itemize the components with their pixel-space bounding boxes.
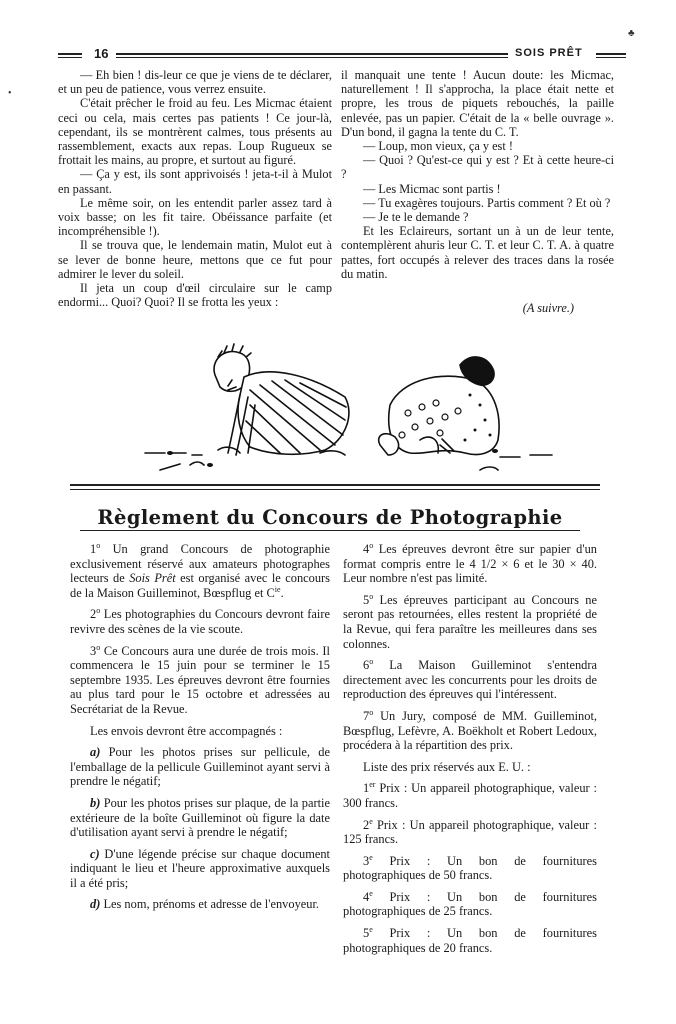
prize-number: 4 xyxy=(363,889,370,904)
item-text: Les nom, prénoms et adresse de l'envoyeur. xyxy=(103,897,320,912)
prizes-intro: Liste des prix réservés aux E. U. : xyxy=(363,759,531,774)
header-rule-middle xyxy=(116,53,508,58)
prize-text: Prix : Un bon de fournitures photographiques de 25 francs. xyxy=(343,889,597,919)
rule-number: 1 xyxy=(90,542,97,556)
ordinal: e xyxy=(369,852,373,862)
rule-2 xyxy=(70,607,330,636)
prize-text: Prix : Un appareil photographique, valeur : 125 francs. xyxy=(343,817,597,847)
prize-text: Prix : Un appareil photographique, valeur : 300 francs. xyxy=(343,781,597,810)
rules-column-right xyxy=(343,542,597,962)
rule-text: . xyxy=(280,585,284,600)
prize-text: Prix : Un bon de fournitures photographiques de 20 francs. xyxy=(343,926,597,955)
item-text: Pour les photos prises sur plaque, de la partie extérieure de la boîte Guilleminot où figure la date d'utilisation ayant servi à prendre le négatif; xyxy=(70,795,330,840)
header-rule-right xyxy=(596,53,626,58)
story-paragraph: — Les Micmac sont partis ! xyxy=(363,181,501,196)
item-letter: d) xyxy=(90,897,101,912)
rule-number: 5 xyxy=(363,592,370,607)
rule-5 xyxy=(343,593,597,651)
rule-text: est organisé avec le concours de la Maison Guilleminot, Bœspflug et C xyxy=(70,571,330,600)
item-text: Pour les photos prises sur pellicule, de l'emballage de la pellicule Guilleminot ayant servi à prendre le négatif; xyxy=(70,745,330,789)
margin-mark: • xyxy=(8,88,12,99)
rule-text: Un grand Concours de photographie exclusivement réservé aux amateurs photographes lecteurs de xyxy=(70,542,330,586)
ordinal: o xyxy=(369,591,374,601)
prize-number: 2 xyxy=(363,817,370,832)
ordinal: e xyxy=(369,888,373,898)
item-letter: a) xyxy=(90,745,101,760)
envoi-item-b xyxy=(70,796,330,840)
prize-item xyxy=(343,854,597,883)
page-number: 16 xyxy=(94,46,109,61)
rule-4 xyxy=(343,542,597,586)
story-paragraph: Il jeta un coup d'œil circulaire sur le camp endormi... Quoi? Quoi? Il se frotta les yeux : xyxy=(58,281,332,310)
rule-number: 2 xyxy=(90,607,97,622)
prize-item xyxy=(343,926,597,955)
ordinal: o xyxy=(369,657,374,667)
prize-item xyxy=(343,781,597,810)
rule-text: La Maison Guilleminot s'entendra directement avec les concurrents pour les droits de reproduction des épreuves qui l'intéressent. xyxy=(343,658,597,702)
item-letter: c) xyxy=(90,846,100,861)
rule-number: 7 xyxy=(363,708,370,723)
story-paragraph: Et les Eclaireurs, sortant un à un de leur tente, contemplèrent ahuris leur C. T. et leur C. T. A. à quatre pattes, fort occupés à relever des traces dans la rosée du matin. xyxy=(341,224,614,281)
prize-text: Prix : Un bon de fournitures photographiques de 50 francs. xyxy=(343,853,597,883)
story-paragraph: — Loup, mon vieux, ça y est ! xyxy=(363,139,513,154)
story-paragraph: — Ça y est, ils sont apprivoisés ! jeta-t-il à Mulot en passant. xyxy=(58,167,332,196)
story-paragraph: Il se trouva que, le lendemain matin, Mulot eut à se lever de bonne heure, mettons que ce fut pour admirer le lever du soleil. xyxy=(58,238,332,281)
prize-number: 1 xyxy=(363,781,370,796)
rule-number: 3 xyxy=(90,643,97,658)
journal-name: Sois Prêt xyxy=(129,571,176,586)
envois-intro: Les envois devront être accompagnés : xyxy=(90,723,283,738)
ordinal: o xyxy=(96,642,101,652)
prize-item xyxy=(343,890,597,919)
header-rule-left xyxy=(58,53,82,58)
envoi-item-c xyxy=(70,847,330,891)
section-divider xyxy=(70,484,600,490)
story-paragraph: Le même soir, on les entendit parler assez tard à voix basse; on les fit taire. Obéissance parfaite (et incompréhensible !). xyxy=(58,195,332,239)
rule-text: Ce Concours aura une durée de trois mois. Il commencera le 15 juin pour se terminer le 15 septembre 1935. Les épreuves devront être fournies au plus tard pour le 15 octobre et adressées au Secrétariat de la Revue. xyxy=(70,643,330,716)
story-paragraph: — Quoi ? Qu'est-ce qui y est ? Et à cette heure-ci ? xyxy=(341,153,614,182)
ordinal: er xyxy=(369,780,376,790)
rule-6 xyxy=(343,658,597,702)
superscript: ie xyxy=(274,584,281,594)
prize-number: 5 xyxy=(363,926,370,941)
margin-mark: ♣ xyxy=(628,28,635,39)
story-column-right xyxy=(341,68,614,315)
story-column-left xyxy=(58,68,332,309)
rule-text: Les photographies du Concours devront faire revivre des scènes de la vie scoute. xyxy=(70,607,330,636)
ordinal: e xyxy=(369,816,373,826)
ordinal: o xyxy=(369,707,374,717)
rule-text: Les épreuves devront être sur papier d'un format compris entre le 4 1/2 × 6 et le 30 × 40. Leur nombre n'est pas limité. xyxy=(343,542,597,586)
ordinal: o xyxy=(96,540,101,550)
rules-column-left xyxy=(70,542,330,919)
story-paragraph: il manquait une tente ! Aucun doute: les Micmac, naturellement ! Il s'approcha, la place était nette et propre, les trous de piquets rebouchés, la paille enlevée, pas un papier. C'était de la « belle ouvrage ». D'un bond, il gagna la tente du C. T. xyxy=(341,68,614,139)
rule-7 xyxy=(343,709,597,753)
story-paragraph: — Je te le demande ? xyxy=(363,210,469,225)
rule-1 xyxy=(70,542,330,600)
item-letter: b) xyxy=(90,795,101,810)
illustration-scouts-tracking xyxy=(140,335,560,485)
story-paragraph: — Eh bien ! dis-leur ce que je viens de te déclarer, et un peu de patience, vous verrez ensuite. xyxy=(58,68,332,97)
ordinal: o xyxy=(369,540,374,550)
prize-item xyxy=(343,818,597,847)
envoi-item-d xyxy=(70,897,330,912)
page-header xyxy=(58,48,638,64)
rule-3 xyxy=(70,644,330,717)
section-title: Règlement du Concours de Photographie xyxy=(80,506,580,531)
rule-number: 4 xyxy=(363,542,370,556)
to-be-continued: (A suivre.) xyxy=(522,301,574,316)
item-text: D'une légende précise sur chaque document indiquant le lieu et l'heure approximative auxquels il a été pris; xyxy=(70,846,330,890)
journal-title: SOIS PRÊT xyxy=(515,47,583,59)
ordinal: e xyxy=(369,924,373,934)
rule-number: 6 xyxy=(363,658,370,673)
ordinal: o xyxy=(96,606,101,616)
envoi-item-a xyxy=(70,745,330,789)
rule-text: Un Jury, composé de MM. Guilleminot, Bœspflug, Lefèvre, A. Boëkholt et Robert Ledoux, procédera à la répartition des prix. xyxy=(343,708,597,753)
story-paragraph: — Tu exagères toujours. Partis comment ? Et où ? xyxy=(363,195,611,210)
prize-number: 3 xyxy=(363,853,370,868)
story-paragraph: C'était prêcher le froid au feu. Les Micmac étaient ceci ou cela, mais certes pas patients ! Ce jour-là, cependant, ils se montrèrent calmes, tous présents au rassemblement, exacts aux repas. Loup Rugueux se frottait les mains, au propre, et surtout au figuré. xyxy=(58,96,332,168)
rule-text: Les épreuves participant au Concours ne seront pas retournées, elles restent la propriété de la Revue, qui fera paraître les meilleures dans ses colonnes. xyxy=(343,592,597,651)
